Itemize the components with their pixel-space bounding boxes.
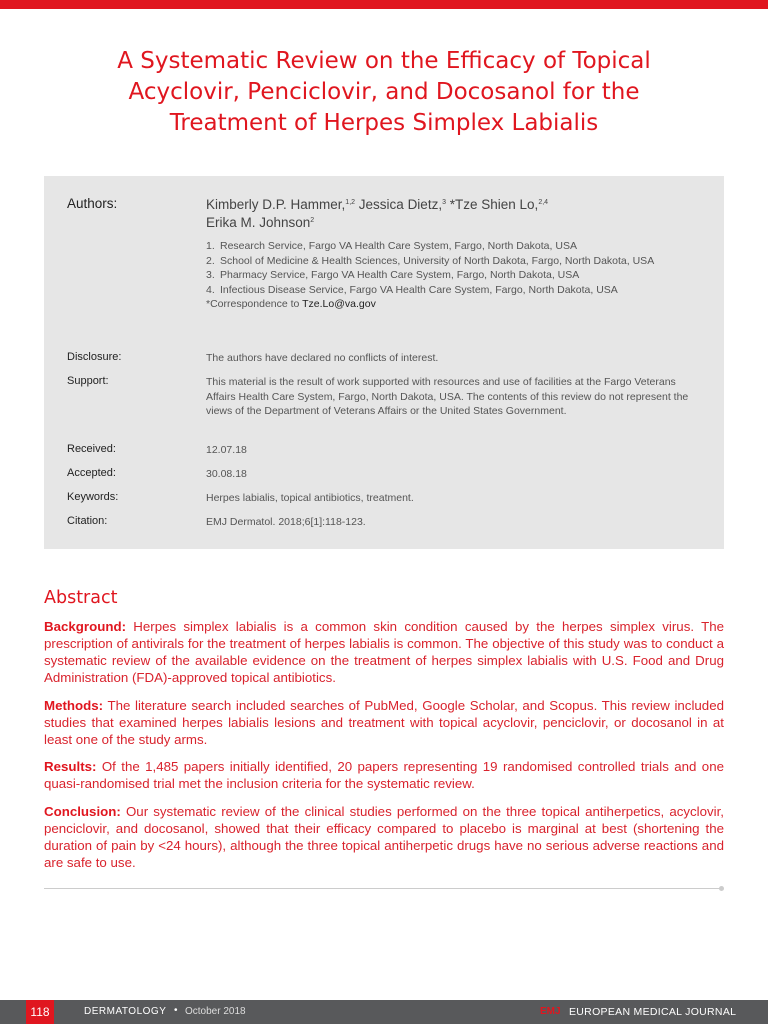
affiliation-item xyxy=(206,268,706,283)
citation-value: EMJ Dermatol. 2018;6[1]:118-123. xyxy=(206,516,366,528)
results-label: Results: xyxy=(44,759,97,774)
authors-label: Authors: xyxy=(67,196,118,211)
author-name: *Tze Shien Lo, xyxy=(449,197,539,212)
keywords-label: Keywords: xyxy=(67,491,119,503)
authors-list xyxy=(206,195,548,231)
affiliation-number: 2. xyxy=(206,254,215,267)
page-number: 118 xyxy=(26,1000,54,1024)
divider-end-dot xyxy=(719,886,724,891)
correspondence-label: *Correspondence to xyxy=(206,298,300,310)
article-info-box xyxy=(44,176,724,549)
accepted-value: 30.08.18 xyxy=(206,468,247,480)
keywords-value: Herpes labialis, topical antibiotics, treatment. xyxy=(206,492,414,504)
author-name: Jessica Dietz, xyxy=(358,197,443,212)
journal-logo: EMJ xyxy=(540,1006,561,1017)
affiliation-number: 4. xyxy=(206,283,215,296)
affiliation-text: School of Medicine & Health Sciences, University of North Dakota, Fargo, North Dakota, USA xyxy=(220,254,655,267)
correspondence-email-link[interactable]: Tze.Lo@va.gov xyxy=(302,298,376,310)
article-title xyxy=(40,46,728,139)
methods-text: The literature search included searches of PubMed, Google Scholar, and Scopus. This review included studies that examined herpes labialis lesions and treatment with topical acyclovir, penciclovir, or docosanol in at least one of the study arms. xyxy=(44,698,724,747)
background-label: Background: xyxy=(44,619,127,634)
conclusion-label: Conclusion: xyxy=(44,804,121,819)
affiliation-number: 1. xyxy=(206,240,215,252)
author-affiliation-sup: 1,2 xyxy=(345,199,356,206)
methods-label: Methods: xyxy=(44,698,104,713)
accepted-label: Accepted: xyxy=(67,467,116,479)
section-divider xyxy=(44,888,720,889)
affiliation-item xyxy=(206,254,706,269)
author-affiliation-sup: 2,4 xyxy=(538,199,549,206)
received-label: Received: xyxy=(67,443,116,455)
affiliation-text: Infectious Disease Service, Fargo VA Health Care System, Fargo, North Dakota, USA xyxy=(220,283,618,296)
author-name: Kimberly D.P. Hammer, xyxy=(206,197,346,212)
footer-bullet: • xyxy=(174,1005,178,1016)
footer-date: October 2018 xyxy=(185,1006,246,1017)
page-footer xyxy=(0,1000,768,1024)
author-name: Erika M. Johnson xyxy=(206,215,311,230)
support-label: Support: xyxy=(67,375,109,387)
disclosure-value: The authors have declared no conflicts of interest. xyxy=(206,352,439,364)
disclosure-label: Disclosure: xyxy=(67,351,122,363)
abstract-heading: Abstract xyxy=(44,588,118,608)
author-affiliation-sup: 2 xyxy=(310,217,315,224)
correspondence-line xyxy=(206,297,706,312)
affiliation-item xyxy=(206,239,706,254)
footer-section: DERMATOLOGY xyxy=(84,1006,167,1017)
affiliation-text: Research Service, Fargo VA Health Care System, Fargo, North Dakota, USA xyxy=(220,240,577,252)
title-line: Treatment of Herpes Simplex Labialis xyxy=(169,110,599,136)
affiliation-item xyxy=(206,283,706,298)
citation-label: Citation: xyxy=(67,515,108,527)
title-line: A Systematic Review on the Efficacy of Topical xyxy=(117,48,651,74)
support-value: This material is the result of work supported with resources and use of facilities at the Fargo Veterans Affairs Health Care System, Fargo, North Dakota, USA. The contents of this review do not represent the views of the Department of Veterans Affairs or the United States Government. xyxy=(206,376,689,417)
abstract-results xyxy=(44,758,724,792)
affiliations-list xyxy=(206,239,706,312)
affiliation-text: Pharmacy Service, Fargo VA Health Care System, Fargo, North Dakota, USA xyxy=(220,269,580,281)
abstract-methods xyxy=(44,697,724,748)
top-accent-bar xyxy=(0,0,768,9)
background-text: Herpes simplex labialis is a common skin condition caused by the herpes simplex virus. The prescription of antivirals for the treatment of herpes labialis is common. The objective of this study was to conduct a systematic review of the available evidence on the treatment of herpes simplex labialis with U.S. Food and Drug Administration (FDA)-approved topical antibiotics. xyxy=(44,619,724,685)
journal-name: EUROPEAN MEDICAL JOURNAL xyxy=(569,1006,737,1018)
affiliation-number: 3. xyxy=(206,269,215,281)
abstract-background xyxy=(44,618,724,686)
abstract-conclusion xyxy=(44,803,724,871)
received-value: 12.07.18 xyxy=(206,444,247,456)
conclusion-text: Our systematic review of the clinical studies performed on the three topical antiherpetics, acyclovir, penciclovir, and docosanol, showed that their efficacy compared to placebo is marginal at best (shortening the duration of pain by <24 hours), although the three topical antiherpetic drugs have no serious adverse reactions and are safe to use. xyxy=(44,804,724,870)
results-text: Of the 1,485 papers initially identified, 20 papers representing 19 randomised controlled trials and one quasi-randomised trial met the inclusion criteria for the systematic review. xyxy=(44,759,724,791)
title-line: Acyclovir, Penciclovir, and Docosanol for the xyxy=(128,79,640,105)
author-affiliation-sup: 3 xyxy=(442,199,446,206)
